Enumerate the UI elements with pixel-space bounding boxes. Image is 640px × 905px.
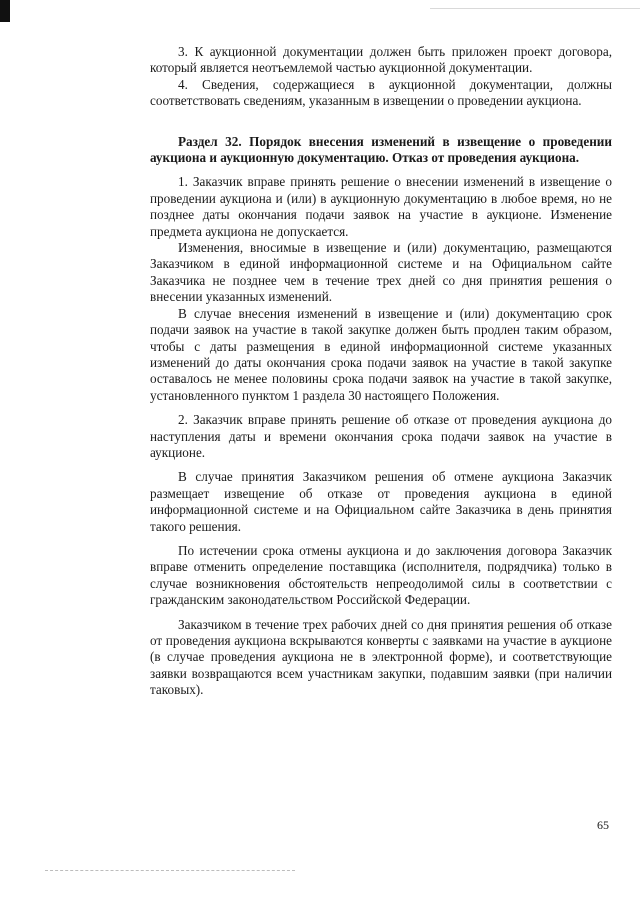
document-page <box>150 44 612 699</box>
section-paragraph-2: Изменения, вносимые в извещение и (или) документацию, размещаются Заказчиком в единой информационной системе и на Официальном сайте Заказчика не позднее чем в течение трех дней со дня принятия решения о внесении указанных изменений. <box>150 240 612 305</box>
section-paragraph-7: Заказчиком в течение трех рабочих дней со дня принятия решения об отказе от проведения аукциона вскрываются конверты с заявками на участие в аукционе (в случае проведения аукциона не в электронной форме), и соответствующие заявки возвращаются всем участникам закупки, подавшим заявки (при наличии таковых). <box>150 616 612 698</box>
scan-artifact-line <box>430 8 640 9</box>
paragraph-4: 4. Сведения, содержащиеся в аукционной документации, должны соответствовать сведениям, указанным в извещении о проведении аукциона. <box>150 76 612 109</box>
section-paragraph-5: В случае принятия Заказчиком решения об отмене аукциона Заказчик размещает извещение об отказе от проведения аукциона в единой информационной системе и на Официальном сайте Заказчика в день принятия такого решения. <box>150 469 612 534</box>
section-paragraph-4: 2. Заказчик вправе принять решение об отказе от проведения аукциона до наступления даты и времени окончания срока подачи заявок на участие в аукционе. <box>150 412 612 460</box>
page-number: 65 <box>597 818 609 832</box>
section-title: Раздел 32. Порядок внесения изменений в извещение о проведении аукциона и аукционную документацию. Отказ от проведения аукциона. <box>150 133 612 166</box>
section-paragraph-6: По истечении срока отмены аукциона и до заключения договора Заказчик вправе отменить определение поставщика (исполнителя, подрядчика) только в случае возникновения обстоятельств непреодолимой силы в соответствии с гражданским законодательством Российской Федерации. <box>150 542 612 608</box>
section-paragraph-1: 1. Заказчик вправе принять решение о внесении изменений в извещение о проведении аукциона и (или) в аукционную документацию в любое время, но не позднее даты окончания подачи заявок на участие в аукционе. Изменение предмета аукциона не допускается. <box>150 174 612 239</box>
scan-edge-mark <box>0 0 10 22</box>
section-paragraph-3: В случае внесения изменений в извещение и (или) документацию срок подачи заявок на участие в такой закупке должен быть продлен таким образом, чтобы с даты размещения в единой информационной системе указанных изменений до даты окончания срока подачи заявок на участие в такой закупке оставалось не менее половины срока подачи заявок на участие в такой закупке, установленного пунктом 1 раздела 30 настоящего Положения. <box>150 305 612 403</box>
footer-scan-artifact <box>45 870 295 872</box>
paragraph-3: 3. К аукционной документации должен быть приложен проект договора, который является неотъемлемой частью аукционной документации. <box>150 44 612 76</box>
